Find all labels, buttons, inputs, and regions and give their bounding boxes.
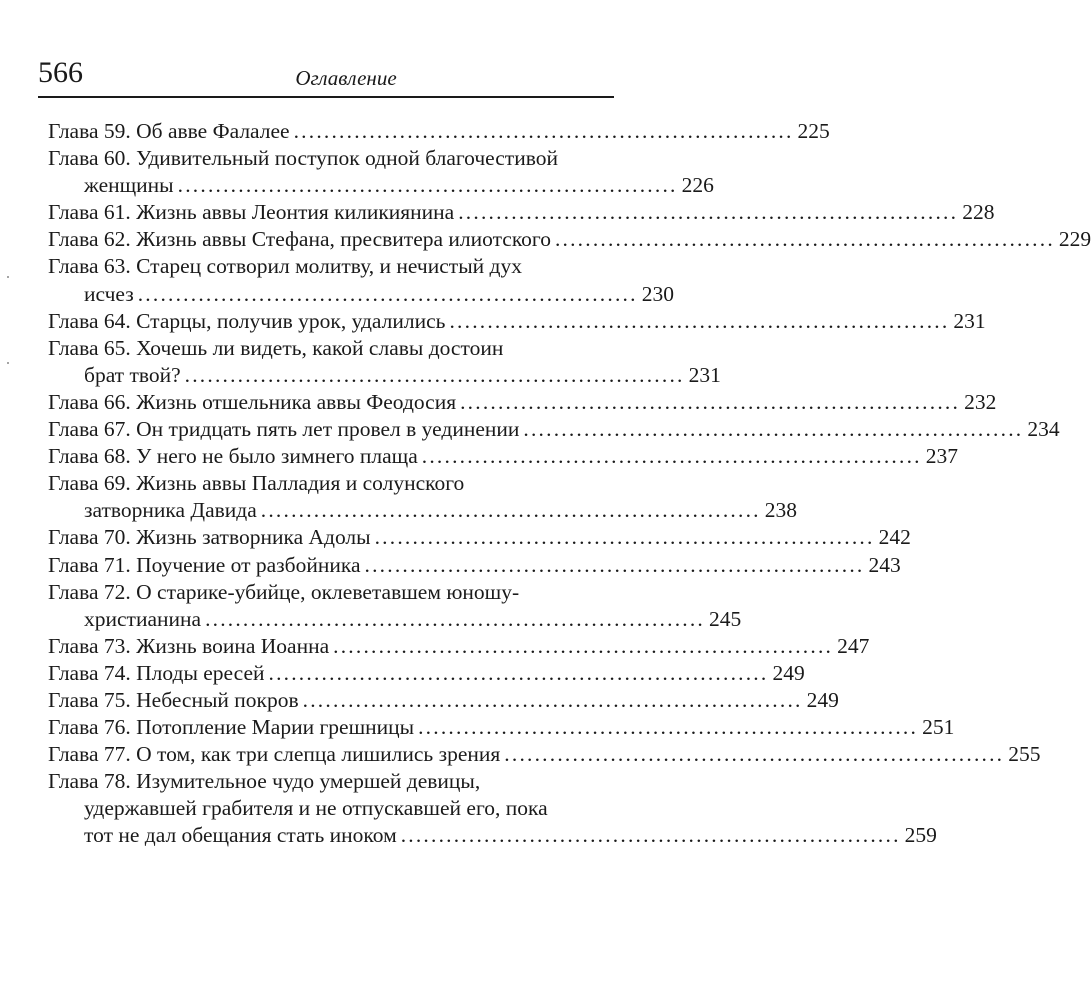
toc-entry-title: брат твой?	[84, 362, 181, 387]
toc-entry-title: Глава 65. Хочешь ли видеть, какой славы достоин	[48, 335, 504, 360]
toc-line	[48, 308, 986, 335]
toc-line	[48, 524, 911, 551]
dot-leader: ..................................................................	[184, 362, 685, 387]
dot-leader: ..................................................................	[302, 687, 803, 712]
toc-line	[48, 172, 714, 199]
margin-speck	[7, 276, 9, 278]
toc-line	[48, 497, 797, 524]
toc-entry-title: христианина	[84, 606, 202, 631]
toc-line	[48, 660, 805, 687]
dot-leader: ..................................................................	[460, 389, 961, 414]
toc-page-number: 234	[1027, 417, 1060, 442]
toc-line	[48, 552, 901, 579]
toc-page-number: 245	[709, 606, 742, 631]
dot-leader: ..................................................................	[421, 444, 922, 469]
toc-entry	[48, 145, 714, 199]
toc-line	[48, 741, 1041, 768]
toc-line	[48, 714, 955, 741]
dot-leader: ..................................................................	[333, 633, 834, 658]
toc-line	[48, 362, 721, 389]
toc-entry-title: Глава 71. Поучение от разбойника	[48, 552, 361, 577]
dot-leader: ..................................................................	[400, 823, 901, 848]
toc-line	[48, 443, 958, 470]
dot-leader: ..................................................................	[260, 498, 761, 523]
dot-leader: ..................................................................	[554, 227, 1055, 252]
dot-leader: ..................................................................	[137, 281, 638, 306]
toc-line	[48, 768, 614, 795]
toc-page-number: 231	[688, 362, 721, 387]
dot-leader: ..................................................................	[293, 119, 794, 143]
toc-page-number: 249	[806, 687, 839, 712]
toc-entry	[48, 308, 986, 335]
dot-leader: ..................................................................	[364, 552, 865, 577]
toc-entry-title: Глава 76. Потопление Марии грешницы	[48, 715, 415, 740]
toc-entry-title: удержавшей грабителя и не отпускавшей его, пока	[84, 796, 548, 821]
toc-page-number: 247	[837, 633, 870, 658]
toc-line	[48, 687, 839, 714]
toc-line	[48, 253, 614, 280]
toc-entry-title: тот не дал обещания стать иноком	[84, 823, 397, 848]
toc-entry-title: затворника Давида	[84, 498, 257, 523]
running-title: Оглавление	[295, 66, 397, 90]
toc-entry	[48, 741, 1041, 768]
table-of-contents	[48, 118, 1091, 850]
toc-line	[48, 606, 742, 633]
toc-line	[48, 795, 614, 822]
toc-entry-title: Глава 70. Жизнь затворника Адолы	[48, 525, 371, 550]
toc-page-number: 255	[1008, 742, 1041, 767]
toc-entry-title: Глава 77. О том, как три слепца лишились зрения	[48, 742, 501, 767]
toc-entry-title: исчез	[84, 281, 134, 306]
toc-entry-title: Глава 73. Жизнь воина Иоанна	[48, 633, 330, 658]
page-header	[38, 56, 614, 98]
toc-page-number: 225	[797, 119, 830, 143]
toc-entry	[48, 253, 674, 307]
toc-entry	[48, 768, 937, 849]
toc-entry-title: Глава 68. У него не было зимнего плаща	[48, 444, 418, 469]
toc-page-number: 259	[904, 823, 937, 848]
toc-entry-title: Глава 64. Старцы, получив урок, удалились	[48, 308, 446, 333]
toc-page-number: 229	[1058, 227, 1091, 252]
toc-line	[48, 199, 995, 226]
toc-entry-title: Глава 69. Жизнь аввы Палладия и солунского	[48, 471, 465, 496]
toc-page-number: 237	[925, 444, 958, 469]
toc-entry	[48, 714, 955, 741]
toc-line	[48, 389, 997, 416]
toc-entry-title: женщины	[84, 173, 174, 198]
toc-entry-title: Глава 74. Плоды ересей	[48, 660, 265, 685]
toc-page-number: 243	[868, 552, 901, 577]
toc-page-number: 249	[772, 660, 805, 685]
toc-page-number: 251	[922, 715, 955, 740]
toc-line	[48, 416, 1060, 443]
toc-entry-title: Глава 72. О старике-убийце, оклеветавшем юношу-	[48, 579, 520, 604]
toc-entry	[48, 579, 742, 633]
toc-entry-title: Глава 60. Удивительный поступок одной благочестивой	[48, 146, 558, 171]
dot-leader: ..................................................................	[418, 715, 919, 740]
dot-leader: ..................................................................	[523, 417, 1024, 442]
toc-entry-title: Глава 63. Старец сотворил молитву, и нечистый дух	[48, 254, 522, 279]
toc-entry	[48, 389, 997, 416]
toc-line	[48, 118, 830, 145]
toc-line	[48, 226, 1091, 253]
toc-line	[48, 470, 614, 497]
toc-entry	[48, 226, 1091, 253]
toc-entry	[48, 660, 805, 687]
toc-page-number: 238	[764, 498, 797, 523]
toc-entry-title: Глава 62. Жизнь аввы Стефана, пресвитера илиотского	[48, 227, 551, 252]
toc-entry	[48, 687, 839, 714]
toc-line	[48, 335, 614, 362]
toc-entry	[48, 552, 901, 579]
toc-line	[48, 633, 870, 660]
dot-leader: ..................................................................	[177, 173, 678, 198]
toc-entry	[48, 633, 870, 660]
dot-leader: ..................................................................	[374, 525, 875, 550]
toc-page-number: 226	[681, 173, 714, 198]
toc-entry	[48, 470, 797, 524]
toc-entry	[48, 416, 1060, 443]
toc-entry-title: Глава 61. Жизнь аввы Леонтия киликиянина	[48, 200, 455, 225]
margin-speck	[7, 362, 9, 364]
toc-entry	[48, 443, 958, 470]
toc-page-number: 230	[641, 281, 674, 306]
toc-entry	[48, 118, 830, 145]
dot-leader: ..................................................................	[205, 606, 706, 631]
toc-entry	[48, 335, 721, 389]
toc-line	[48, 822, 937, 849]
dot-leader: ..................................................................	[449, 308, 950, 333]
dot-leader: ..................................................................	[268, 660, 769, 685]
toc-line	[48, 281, 674, 308]
toc-page-number: 232	[964, 389, 997, 414]
dot-leader: ..................................................................	[458, 200, 959, 225]
toc-entry	[48, 199, 995, 226]
toc-page-number: 231	[953, 308, 986, 333]
toc-page-number: 242	[878, 525, 911, 550]
dot-leader: ..................................................................	[504, 742, 1005, 767]
toc-entry-title: Глава 67. Он тридцать пять лет провел в уединении	[48, 417, 520, 442]
toc-entry-title: Глава 66. Жизнь отшельника аввы Феодосия	[48, 389, 457, 414]
toc-entry	[48, 524, 911, 551]
toc-page-number: 228	[962, 200, 995, 225]
toc-entry-title: Глава 78. Изумительное чудо умершей девицы,	[48, 769, 481, 794]
toc-entry-title: Глава 59. Об авве Фалалее	[48, 119, 290, 143]
toc-line	[48, 145, 614, 172]
page-number: 566	[38, 56, 83, 89]
toc-line	[48, 579, 614, 606]
toc-entry-title: Глава 75. Небесный покров	[48, 687, 299, 712]
